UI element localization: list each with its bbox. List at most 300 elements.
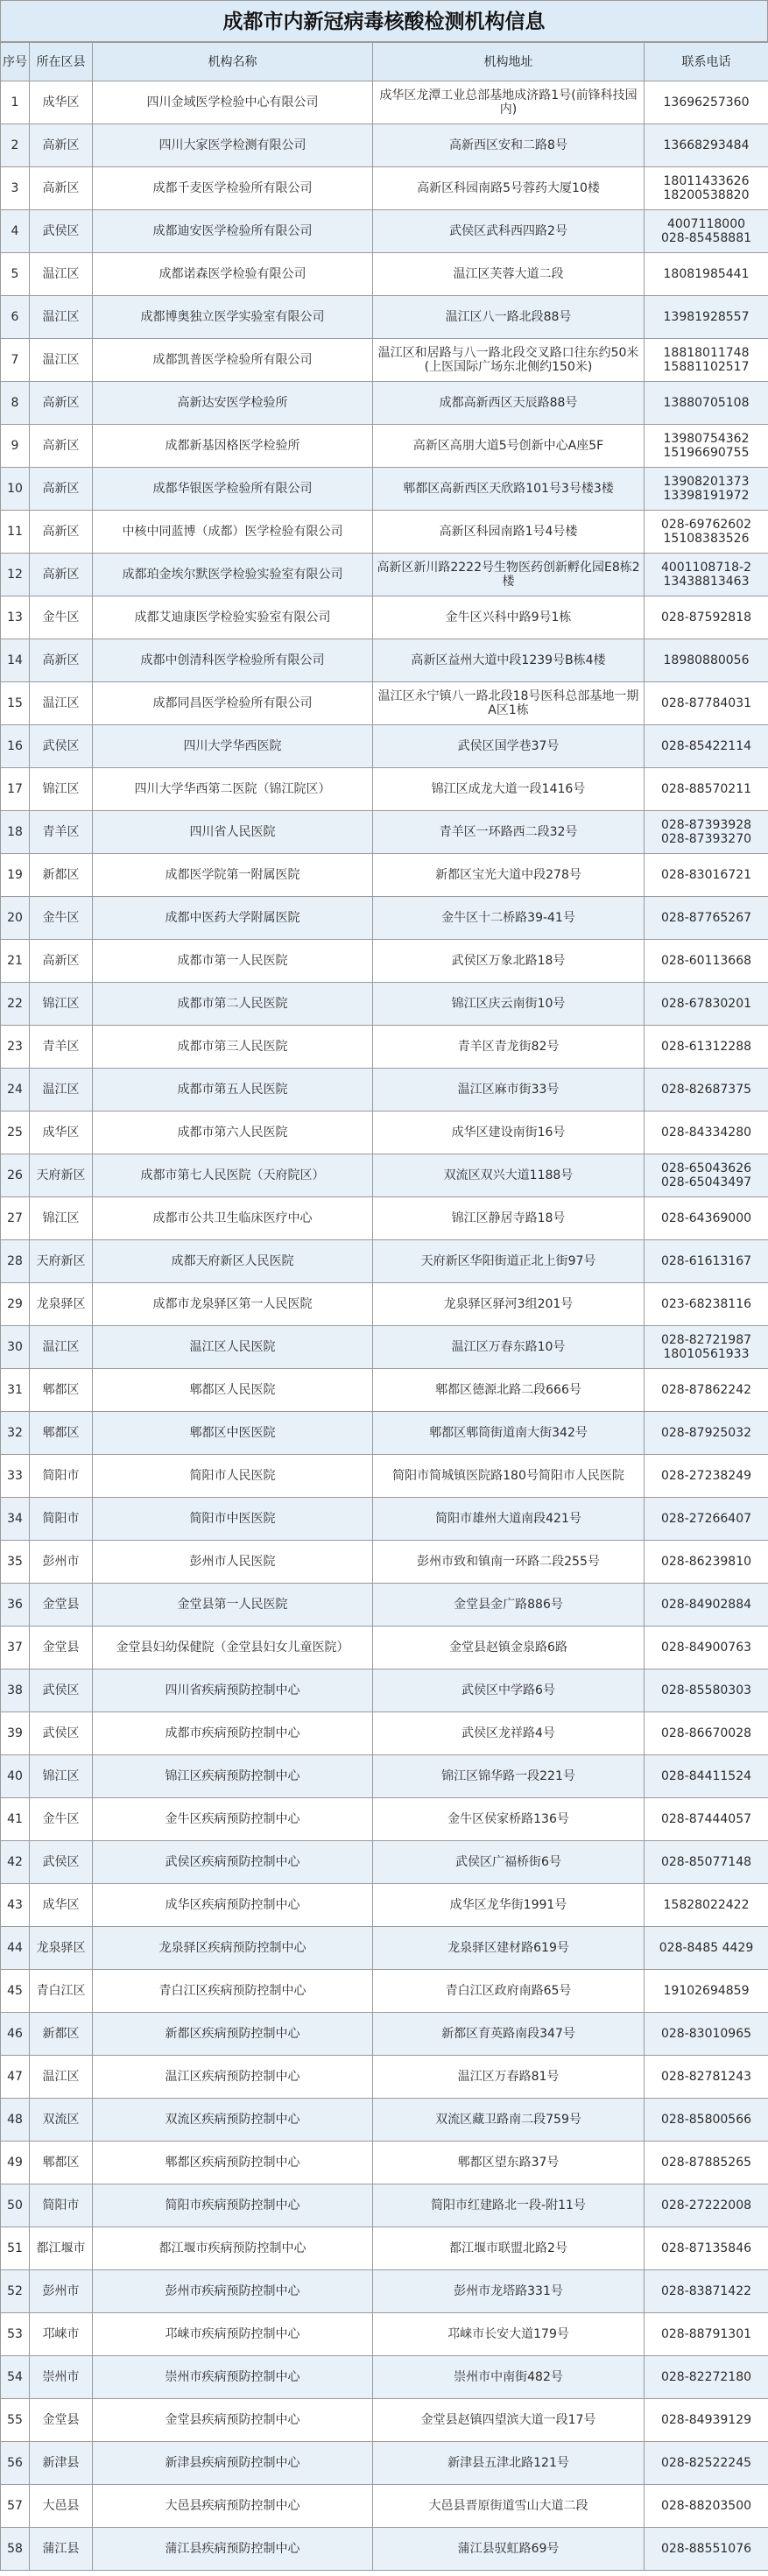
row-number-cell: 28: [1, 1240, 30, 1283]
institution-name-cell: 龙泉驿区疾病预防控制中心: [93, 1927, 373, 1970]
phone-cell: 028-88570211: [645, 768, 768, 811]
address-cell: 高新西区安和二路8号: [373, 124, 645, 167]
institution-name-cell: 成都市第二人民医院: [93, 983, 373, 1026]
row-number-cell: 27: [1, 1197, 30, 1240]
address-cell: 武侯区万象北路18号: [373, 940, 645, 983]
table-row: [1, 2184, 768, 2227]
row-number-cell: 21: [1, 940, 30, 983]
table-row: [1, 1712, 768, 1755]
row-number-cell: 35: [1, 1541, 30, 1584]
phone-cell: 028-84411524: [645, 1755, 768, 1798]
address-cell: 武侯区龙祥路4号: [373, 1712, 645, 1755]
phone-cell: 028-67830201: [645, 983, 768, 1026]
phone-cell: 028-27238249: [645, 1455, 768, 1498]
address-cell: 崇州市中南街482号: [373, 2356, 645, 2399]
district-cell: 锦江区: [30, 768, 93, 811]
row-number-cell: 47: [1, 2056, 30, 2099]
row-number-cell: 4: [1, 210, 30, 253]
district-cell: 高新区: [30, 511, 93, 554]
row-number-cell: 1: [1, 81, 30, 124]
table-row: [1, 382, 768, 425]
table-row: [1, 339, 768, 382]
address-cell: 温江区和居路与八一路北段交叉路口往东约50米(上医国际广场东北侧约150米): [373, 339, 645, 382]
district-cell: 高新区: [30, 940, 93, 983]
address-cell: 高新区益州大道中段1239号B栋4楼: [373, 639, 645, 682]
row-number-cell: 12: [1, 554, 30, 596]
phone-cell: 18818011748 15881102517: [645, 339, 768, 382]
table-row: [1, 1927, 768, 1970]
district-cell: 新都区: [30, 2013, 93, 2056]
district-cell: 高新区: [30, 468, 93, 511]
address-cell: 双流区双兴大道1188号: [373, 1154, 645, 1197]
phone-cell: 028-85800566: [645, 2099, 768, 2142]
institution-name-cell: 新津县疾病预防控制中心: [93, 2442, 373, 2485]
table-row: [1, 124, 768, 167]
table-row: [1, 1541, 768, 1584]
address-cell: 锦江区静居寺路18号: [373, 1197, 645, 1240]
phone-cell: 028-8485 4429: [645, 1927, 768, 1970]
district-cell: 彭州市: [30, 2270, 93, 2313]
phone-cell: 028-82522245: [645, 2442, 768, 2485]
institution-name-cell: 郫都区中医医院: [93, 1412, 373, 1455]
table-row: [1, 725, 768, 768]
table-row: [1, 1283, 768, 1326]
institution-name-cell: 成都市第六人民医院: [93, 1112, 373, 1154]
table-row: [1, 2227, 768, 2270]
address-cell: 温江区麻市街33号: [373, 1069, 645, 1112]
institution-name-cell: 成都千麦医学检验所有限公司: [93, 167, 373, 210]
institution-name-cell: 成都市第三人民医院: [93, 1026, 373, 1069]
institution-name-cell: 成都天府新区人民医院: [93, 1240, 373, 1283]
row-number-cell: 18: [1, 811, 30, 854]
district-cell: 成华区: [30, 81, 93, 124]
row-number-cell: 44: [1, 1927, 30, 1970]
address-cell: 彭州市龙塔路331号: [373, 2270, 645, 2313]
phone-cell: 028-83016721: [645, 854, 768, 897]
address-cell: 龙泉驿区驿河3组201号: [373, 1283, 645, 1326]
district-cell: 高新区: [30, 167, 93, 210]
address-cell: 武侯区武科西四路2号: [373, 210, 645, 253]
address-cell: 温江区万春路81号: [373, 2056, 645, 2099]
row-number-cell: 32: [1, 1412, 30, 1455]
institution-name-cell: 温江区人民医院: [93, 1326, 373, 1369]
table-row: [1, 811, 768, 854]
row-number-cell: 19: [1, 854, 30, 897]
phone-cell: 028-87885265: [645, 2142, 768, 2184]
row-number-cell: 56: [1, 2442, 30, 2485]
institution-name-cell: 成都市疾病预防控制中心: [93, 1712, 373, 1755]
district-cell: 简阳市: [30, 1498, 93, 1541]
district-cell: 新津县: [30, 2442, 93, 2485]
district-cell: 成华区: [30, 1112, 93, 1154]
address-cell: 温江区八一路北段88号: [373, 296, 645, 339]
table-row: [1, 596, 768, 639]
institution-name-cell: 成都市第五人民医院: [93, 1069, 373, 1112]
address-cell: 都江堰市联盟北路2号: [373, 2227, 645, 2270]
phone-cell: 028-88551076: [645, 2528, 768, 2571]
institution-name-cell: 金堂县疾病预防控制中心: [93, 2399, 373, 2442]
table-row: [1, 2270, 768, 2313]
row-number-cell: 9: [1, 425, 30, 468]
institution-name-cell: 中核中同蓝博（成都）医学检验有限公司: [93, 511, 373, 554]
row-number-cell: 10: [1, 468, 30, 511]
address-cell: 青羊区青龙街82号: [373, 1026, 645, 1069]
district-cell: 武侯区: [30, 1669, 93, 1712]
institution-name-cell: 都江堰市疾病预防控制中心: [93, 2227, 373, 2270]
district-cell: 温江区: [30, 1326, 93, 1369]
address-cell: 温江区万春东路10号: [373, 1326, 645, 1369]
phone-cell: 028-61613167: [645, 1240, 768, 1283]
address-cell: 双流区藏卫路南二段759号: [373, 2099, 645, 2142]
phone-cell: 028-82687375: [645, 1069, 768, 1112]
institution-name-cell: 四川大学华西医院: [93, 725, 373, 768]
table-row: [1, 1240, 768, 1283]
table-row: [1, 1455, 768, 1498]
table-row: [1, 768, 768, 811]
institution-name-cell: 成都市第一人民医院: [93, 940, 373, 983]
district-cell: 高新区: [30, 425, 93, 468]
district-cell: 金堂县: [30, 2399, 93, 2442]
phone-cell: 028-88791301: [645, 2313, 768, 2356]
address-cell: 高新区高朋大道5号创新中心A座5F: [373, 425, 645, 468]
address-cell: 蒲江县驭虹路69号: [373, 2528, 645, 2571]
address-cell: 武侯区国学巷37号: [373, 725, 645, 768]
institution-name-cell: 四川省疾病预防控制中心: [93, 1669, 373, 1712]
phone-cell: 028-85077148: [645, 1841, 768, 1884]
row-number-cell: 36: [1, 1584, 30, 1627]
table-row: [1, 2056, 768, 2099]
table-row: [1, 1755, 768, 1798]
address-cell: 郫都区望东路37号: [373, 2142, 645, 2184]
table-row: [1, 1669, 768, 1712]
institution-name-cell: 郫都区疾病预防控制中心: [93, 2142, 373, 2184]
institution-name-cell: 彭州市人民医院: [93, 1541, 373, 1584]
table-row: [1, 2485, 768, 2528]
phone-cell: 028-87925032: [645, 1412, 768, 1455]
institution-name-cell: 四川金域医学检验中心有限公司: [93, 81, 373, 124]
institution-name-cell: 成都中医药大学附属医院: [93, 897, 373, 940]
row-number-cell: 37: [1, 1627, 30, 1669]
address-cell: 新都区育英路南段347号: [373, 2013, 645, 2056]
institution-name-cell: 成都华银医学检验所有限公司: [93, 468, 373, 511]
phone-cell: 028-27222008: [645, 2184, 768, 2227]
institution-name-cell: 成都市第七人民医院（天府院区）: [93, 1154, 373, 1197]
row-number-cell: 39: [1, 1712, 30, 1755]
institution-name-cell: 高新达安医学检验所: [93, 382, 373, 425]
table-row: [1, 983, 768, 1026]
institution-name-cell: 简阳市中医医院: [93, 1498, 373, 1541]
institution-name-cell: 成都市公共卫生临床医疗中心: [93, 1197, 373, 1240]
institution-name-cell: 成都博奥独立医学实验室有限公司: [93, 296, 373, 339]
institution-name-cell: 锦江区疾病预防控制中心: [93, 1755, 373, 1798]
address-cell: 新都区宝光大道中段278号: [373, 854, 645, 897]
table-row: [1, 81, 768, 124]
district-cell: 锦江区: [30, 1755, 93, 1798]
table-row: [1, 2399, 768, 2442]
row-number-cell: 45: [1, 1970, 30, 2013]
row-number-cell: 50: [1, 2184, 30, 2227]
address-cell: 金堂县赵镇金泉路6路: [373, 1627, 645, 1669]
address-cell: 天府新区华阳街道正北上街97号: [373, 1240, 645, 1283]
address-cell: 郫都区德源北路二段666号: [373, 1369, 645, 1412]
address-cell: 金堂县金广路886号: [373, 1584, 645, 1627]
row-number-cell: 29: [1, 1283, 30, 1326]
phone-cell: 028-85422114: [645, 725, 768, 768]
phone-cell: 028-61312288: [645, 1026, 768, 1069]
table-row: [1, 2528, 768, 2571]
row-number-cell: 7: [1, 339, 30, 382]
district-cell: 青白江区: [30, 1970, 93, 2013]
column-header-phone: 联系电话: [645, 43, 768, 81]
address-cell: 金牛区兴科中路9号1栋: [373, 596, 645, 639]
district-cell: 彭州市: [30, 1541, 93, 1584]
row-number-cell: 14: [1, 639, 30, 682]
phone-cell: 028-60113668: [645, 940, 768, 983]
table-row: [1, 1154, 768, 1197]
phone-cell: 4001108718-2 13438813463: [645, 554, 768, 596]
phone-cell: 13981928557: [645, 296, 768, 339]
row-number-cell: 8: [1, 382, 30, 425]
table-row: [1, 1112, 768, 1154]
address-cell: 锦江区庆云南街10号: [373, 983, 645, 1026]
phone-cell: 15828022422: [645, 1884, 768, 1927]
table-row: [1, 940, 768, 983]
institution-name-cell: 四川大家医学检测有限公司: [93, 124, 373, 167]
row-number-cell: 13: [1, 596, 30, 639]
row-number-cell: 25: [1, 1112, 30, 1154]
district-cell: 温江区: [30, 2056, 93, 2099]
phone-cell: 028-83871422: [645, 2270, 768, 2313]
address-cell: 郫都区郫筒街道南大街342号: [373, 1412, 645, 1455]
phone-cell: 028-87765267: [645, 897, 768, 940]
table-row: [1, 897, 768, 940]
row-number-cell: 58: [1, 2528, 30, 2571]
phone-cell: 028-84900763: [645, 1627, 768, 1669]
row-number-cell: 2: [1, 124, 30, 167]
table-row: [1, 1798, 768, 1841]
phone-cell: 028-86239810: [645, 1541, 768, 1584]
district-cell: 温江区: [30, 682, 93, 725]
table-row: [1, 2356, 768, 2399]
row-number-cell: 54: [1, 2356, 30, 2399]
table-row: [1, 468, 768, 511]
address-cell: 邛崃市长安大道179号: [373, 2313, 645, 2356]
address-cell: 成都高新西区天辰路88号: [373, 382, 645, 425]
phone-cell: 028-84939129: [645, 2399, 768, 2442]
row-number-cell: 33: [1, 1455, 30, 1498]
institution-name-cell: 成都凯普医学检验所有限公司: [93, 339, 373, 382]
district-cell: 郫都区: [30, 1369, 93, 1412]
row-number-cell: 48: [1, 2099, 30, 2142]
district-cell: 武侯区: [30, 1712, 93, 1755]
phone-cell: 13668293484: [645, 124, 768, 167]
address-cell: 新津县五津北路121号: [373, 2442, 645, 2485]
table-row: [1, 2013, 768, 2056]
address-cell: 高新区科园南路5号蓉药大厦10楼: [373, 167, 645, 210]
row-number-cell: 42: [1, 1841, 30, 1884]
row-number-cell: 23: [1, 1026, 30, 1069]
institution-name-cell: 成华区疾病预防控制中心: [93, 1884, 373, 1927]
column-header-no: 序号: [1, 43, 30, 81]
table-row: [1, 2142, 768, 2184]
phone-cell: 18980880056: [645, 639, 768, 682]
table-row: [1, 1369, 768, 1412]
table-row: [1, 1026, 768, 1069]
phone-cell: 028-83010965: [645, 2013, 768, 2056]
address-cell: 简阳市雄州大道南段421号: [373, 1498, 645, 1541]
address-cell: 成华区建设南街16号: [373, 1112, 645, 1154]
district-cell: 温江区: [30, 339, 93, 382]
row-number-cell: 11: [1, 511, 30, 554]
table-row: [1, 639, 768, 682]
institution-name-cell: 成都市龙泉驿区第一人民医院: [93, 1283, 373, 1326]
district-cell: 金牛区: [30, 1798, 93, 1841]
row-number-cell: 46: [1, 2013, 30, 2056]
phone-cell: 028-69762602 15108383526: [645, 511, 768, 554]
phone-cell: 028-84902884: [645, 1584, 768, 1627]
district-cell: 简阳市: [30, 2184, 93, 2227]
table-row: [1, 511, 768, 554]
district-cell: 大邑县: [30, 2485, 93, 2528]
institution-name-cell: 四川大学华西第二医院（锦江院区）: [93, 768, 373, 811]
phone-cell: 19102694859: [645, 1970, 768, 2013]
phone-cell: 13880705108: [645, 382, 768, 425]
table-row: [1, 682, 768, 725]
phone-cell: 028-87444057: [645, 1798, 768, 1841]
address-cell: 锦江区成龙大道一段1416号: [373, 768, 645, 811]
address-cell: 龙泉驿区建材路619号: [373, 1927, 645, 1970]
address-cell: 金牛区侯家桥路136号: [373, 1798, 645, 1841]
phone-cell: 028-88203500: [645, 2485, 768, 2528]
phone-cell: 13696257360: [645, 81, 768, 124]
table-row: [1, 1197, 768, 1240]
table-row: [1, 425, 768, 468]
phone-cell: 18081985441: [645, 253, 768, 296]
table-row: [1, 2442, 768, 2485]
phone-cell: 028-65043626 028-65043497: [645, 1154, 768, 1197]
district-cell: 高新区: [30, 124, 93, 167]
address-cell: 简阳市简城镇医院路180号简阳市人民医院: [373, 1455, 645, 1498]
table-row: [1, 1884, 768, 1927]
row-number-cell: 51: [1, 2227, 30, 2270]
district-cell: 武侯区: [30, 210, 93, 253]
district-cell: 金堂县: [30, 1584, 93, 1627]
institution-name-cell: 成都迪安医学检验所有限公司: [93, 210, 373, 253]
district-cell: 简阳市: [30, 1455, 93, 1498]
phone-cell: 028-64369000: [645, 1197, 768, 1240]
district-cell: 温江区: [30, 1069, 93, 1112]
row-number-cell: 30: [1, 1326, 30, 1369]
address-cell: 青白江区政府南路65号: [373, 1970, 645, 2013]
table-header: [1, 43, 768, 81]
district-cell: 青羊区: [30, 1026, 93, 1069]
institution-name-cell: 温江区疾病预防控制中心: [93, 2056, 373, 2099]
row-number-cell: 5: [1, 253, 30, 296]
district-cell: 天府新区: [30, 1154, 93, 1197]
row-number-cell: 55: [1, 2399, 30, 2442]
address-cell: 大邑县晋原街道雪山大道二段: [373, 2485, 645, 2528]
table-row: [1, 253, 768, 296]
address-cell: 金堂县赵镇四望滨大道一段17号: [373, 2399, 645, 2442]
district-cell: 郫都区: [30, 2142, 93, 2184]
address-cell: 青羊区一环路西二段32号: [373, 811, 645, 854]
table-row: [1, 1498, 768, 1541]
phone-cell: 18011433626 18200538820: [645, 167, 768, 210]
institution-name-cell: 四川省人民医院: [93, 811, 373, 854]
column-header-name: 机构名称: [93, 43, 373, 81]
district-cell: 天府新区: [30, 1240, 93, 1283]
institution-name-cell: 新都区疾病预防控制中心: [93, 2013, 373, 2056]
row-number-cell: 40: [1, 1755, 30, 1798]
address-cell: 高新区新川路2222号生物医药创新孵化园E8栋2楼: [373, 554, 645, 596]
address-cell: 武侯区中学路6号: [373, 1669, 645, 1712]
row-number-cell: 49: [1, 2142, 30, 2184]
district-cell: 都江堰市: [30, 2227, 93, 2270]
district-cell: 金牛区: [30, 897, 93, 940]
district-cell: 金牛区: [30, 596, 93, 639]
table-row: [1, 1584, 768, 1627]
row-number-cell: 57: [1, 2485, 30, 2528]
row-number-cell: 34: [1, 1498, 30, 1541]
phone-cell: 028-87135846: [645, 2227, 768, 2270]
phone-cell: 028-82781243: [645, 2056, 768, 2099]
address-cell: 武侯区广福桥街6号: [373, 1841, 645, 1884]
district-cell: 金堂县: [30, 1627, 93, 1669]
table-row: [1, 854, 768, 897]
district-cell: 双流区: [30, 2099, 93, 2142]
district-cell: 蒲江县: [30, 2528, 93, 2571]
institution-name-cell: 邛崃市疾病预防控制中心: [93, 2313, 373, 2356]
address-cell: 成华区龙华街1991号: [373, 1884, 645, 1927]
district-cell: 武侯区: [30, 725, 93, 768]
row-number-cell: 26: [1, 1154, 30, 1197]
row-number-cell: 41: [1, 1798, 30, 1841]
institution-name-cell: 青白江区疾病预防控制中心: [93, 1970, 373, 2013]
district-cell: 龙泉驿区: [30, 1927, 93, 1970]
phone-cell: 13908201373 13398191972: [645, 468, 768, 511]
column-header-address: 机构地址: [373, 43, 645, 81]
row-number-cell: 38: [1, 1669, 30, 1712]
page-title: 成都市内新冠病毒核酸检测机构信息: [0, 0, 768, 42]
institution-name-cell: 双流区疾病预防控制中心: [93, 2099, 373, 2142]
row-number-cell: 16: [1, 725, 30, 768]
row-number-cell: 22: [1, 983, 30, 1026]
district-cell: 成华区: [30, 1884, 93, 1927]
address-cell: 温江区芙蓉大道二段: [373, 253, 645, 296]
header-row: [1, 43, 768, 81]
row-number-cell: 15: [1, 682, 30, 725]
address-cell: 金牛区十二桥路39-41号: [373, 897, 645, 940]
table-body: [1, 81, 768, 2571]
phone-cell: 028-82721987 18010561933: [645, 1326, 768, 1369]
phone-cell: 028-82272180: [645, 2356, 768, 2399]
phone-cell: 4007118000 028-85458881: [645, 210, 768, 253]
institution-name-cell: 成都新基因格医学检验所: [93, 425, 373, 468]
district-cell: 高新区: [30, 382, 93, 425]
institution-name-cell: 简阳市人民医院: [93, 1455, 373, 1498]
institution-name-cell: 成都诺森医学检验有限公司: [93, 253, 373, 296]
district-cell: 武侯区: [30, 1841, 93, 1884]
institution-name-cell: 金堂县妇幼保健院（金堂县妇女儿童医院）: [93, 1627, 373, 1669]
phone-cell: 13980754362 15196690755: [645, 425, 768, 468]
table-row: [1, 1627, 768, 1669]
phone-cell: 028-87592818: [645, 596, 768, 639]
row-number-cell: 24: [1, 1069, 30, 1112]
table-row: [1, 167, 768, 210]
table-row: [1, 1841, 768, 1884]
district-cell: 锦江区: [30, 983, 93, 1026]
table-row: [1, 554, 768, 596]
